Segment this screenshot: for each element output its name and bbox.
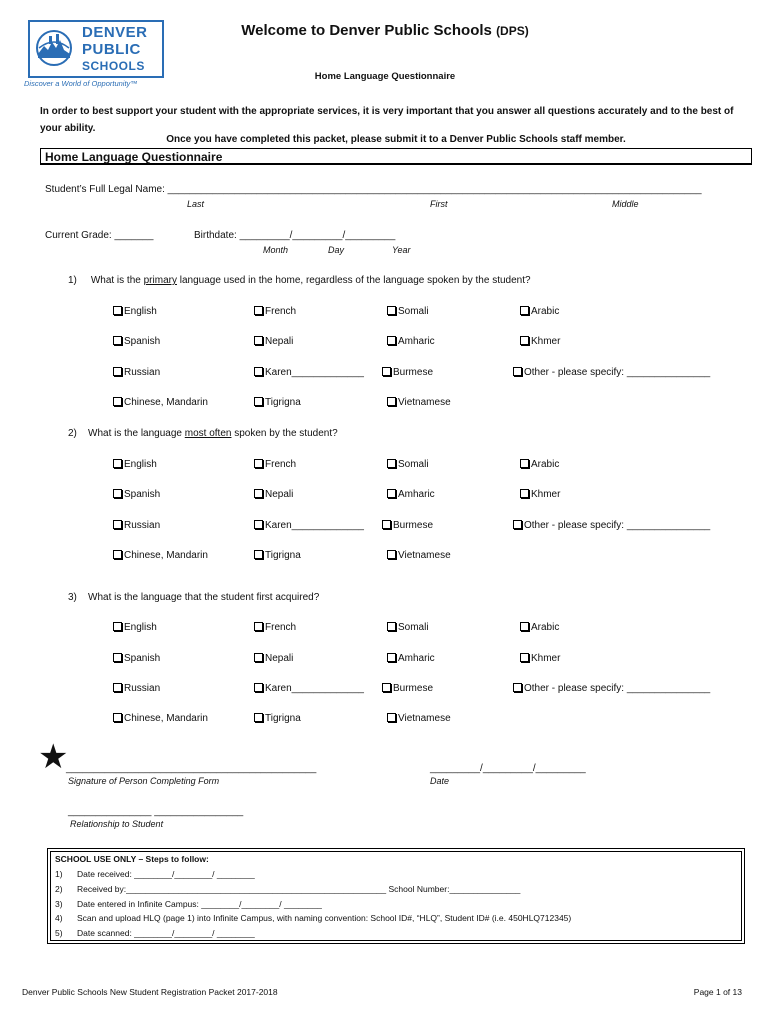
option-amharic[interactable]: Amharic xyxy=(387,489,435,500)
checkbox-icon[interactable] xyxy=(113,622,122,631)
option-french[interactable]: French xyxy=(254,459,296,470)
option-somali[interactable]: Somali xyxy=(387,459,429,470)
school-step-4: Scan and upload HLQ (page 1) into Infinite Campus, with naming convention: School ID#, “HLQ”, Student ID# (i.e. 450HLQ712345) xyxy=(77,913,572,923)
school-step-1[interactable]: Date received: ________/________/ ________ xyxy=(77,869,255,879)
signature-date-label: Date xyxy=(430,776,450,786)
option-nepali[interactable]: Nepali xyxy=(254,336,293,347)
option-russian[interactable]: Russian xyxy=(113,520,160,531)
question-text-post: spoken by the student? xyxy=(231,428,338,439)
school-use-box xyxy=(47,848,745,944)
option-spanish[interactable]: Spanish xyxy=(113,489,160,500)
signature-line[interactable]: _____________________________________________ xyxy=(66,763,317,774)
checkbox-icon[interactable] xyxy=(382,367,391,376)
signature-label: Signature of Person Completing Form xyxy=(68,776,220,786)
footer-left: Denver Public Schools New Student Registration Packet 2017-2018 xyxy=(22,987,278,997)
checkbox-icon[interactable] xyxy=(254,683,263,692)
checkbox-icon[interactable] xyxy=(113,550,122,559)
page-title xyxy=(0,22,770,39)
question-1 xyxy=(68,275,531,286)
logo-tagline: Discover a World of Opportunity™ xyxy=(24,79,138,88)
option-arabic[interactable]: Arabic xyxy=(520,306,559,317)
checkbox-icon[interactable] xyxy=(382,520,391,529)
option-other[interactable]: Other - please specify: _______________ xyxy=(513,683,710,694)
option-vietnamese[interactable]: Vietnamese xyxy=(387,397,451,408)
relationship-label: Relationship to Student xyxy=(70,819,164,829)
checkbox-icon[interactable] xyxy=(254,653,263,662)
checkbox-icon[interactable] xyxy=(520,306,529,315)
checkbox-icon[interactable] xyxy=(513,367,522,376)
checkbox-icon[interactable] xyxy=(254,489,263,498)
birthdate-field[interactable]: Birthdate: _________/_________/_________ xyxy=(194,230,396,241)
name-part-first: First xyxy=(430,199,448,209)
checkbox-icon[interactable] xyxy=(520,653,529,662)
birth-part-day: Day xyxy=(328,245,345,255)
checkbox-icon[interactable] xyxy=(254,622,263,631)
school-use-title: SCHOOL USE ONLY – Steps to follow: xyxy=(55,854,209,864)
school-step-3[interactable]: Date entered in Infinite Campus: ________/________/ ________ xyxy=(77,899,322,909)
option-other[interactable]: Other - please specify: _______________ xyxy=(513,520,710,531)
checkbox-icon[interactable] xyxy=(520,336,529,345)
checkbox-icon[interactable] xyxy=(387,459,396,468)
option-chinese-mandarin[interactable]: Chinese, Mandarin xyxy=(113,550,208,561)
option-tigrigna[interactable]: Tigrigna xyxy=(254,713,301,724)
logo-word-schools: SCHOOLS xyxy=(82,59,145,73)
option-somali[interactable]: Somali xyxy=(387,622,429,633)
school-step-num: 1) xyxy=(55,869,63,879)
page-number: Page 1 of 13 xyxy=(693,987,742,997)
question-number: 3) xyxy=(68,592,77,603)
option-spanish[interactable]: Spanish xyxy=(113,653,160,664)
option-tigrigna[interactable]: Tigrigna xyxy=(254,397,301,408)
checkbox-icon[interactable] xyxy=(113,713,122,722)
option-other[interactable]: Other - please specify: _______________ xyxy=(513,367,710,378)
option-chinese-mandarin[interactable]: Chinese, Mandarin xyxy=(113,397,208,408)
checkbox-icon[interactable] xyxy=(113,459,122,468)
option-english[interactable]: English xyxy=(113,306,157,317)
question-number: 2) xyxy=(68,428,77,439)
question-3 xyxy=(68,592,319,603)
checkbox-icon[interactable] xyxy=(254,306,263,315)
option-somali[interactable]: Somali xyxy=(387,306,429,317)
question-emphasis: primary xyxy=(143,275,177,286)
checkbox-icon[interactable] xyxy=(254,336,263,345)
school-step-num: 2) xyxy=(55,884,63,894)
option-vietnamese[interactable]: Vietnamese xyxy=(387,550,451,561)
checkbox-icon[interactable] xyxy=(387,713,396,722)
option-nepali[interactable]: Nepali xyxy=(254,489,293,500)
school-step-num: 5) xyxy=(55,928,63,938)
school-step-2[interactable]: Received by:_______________________________________________________ School Number:_______________ xyxy=(77,884,521,894)
option-english[interactable]: English xyxy=(113,459,157,470)
checkbox-icon[interactable] xyxy=(387,653,396,662)
checkbox-icon[interactable] xyxy=(254,367,263,376)
current-grade-field[interactable]: Current Grade: _______ xyxy=(45,230,154,241)
question-text-pre: What is the language xyxy=(88,428,185,439)
question-text-pre: What is the language that the student first acquired? xyxy=(88,592,320,603)
student-name-field[interactable]: Student’s Full Legal Name: ________________________________________________________________________________________________ xyxy=(45,184,702,195)
option-arabic[interactable]: Arabic xyxy=(520,459,559,470)
title-text: Welcome to Denver Public Schools xyxy=(241,22,492,39)
option-khmer[interactable]: Khmer xyxy=(520,336,560,347)
intro-paragraph: In order to best support your student with the appropriate services, it is very important that you answer all questions accurately and to the best of your ability. xyxy=(40,106,734,134)
relationship-line[interactable]: _______________ ________________ xyxy=(68,806,244,817)
name-part-last: Last xyxy=(187,199,205,209)
logo-word-public: PUBLIC xyxy=(82,41,141,58)
section-header: Home Language Questionnaire xyxy=(40,148,752,165)
option-karen[interactable]: Karen_____________ xyxy=(254,520,364,531)
logo-word-denver: DENVER xyxy=(82,24,148,41)
checkbox-icon[interactable] xyxy=(254,459,263,468)
signature-date-line[interactable]: _________/_________/_________ xyxy=(430,763,586,774)
option-tigrigna[interactable]: Tigrigna xyxy=(254,550,301,561)
option-khmer[interactable]: Khmer xyxy=(520,489,560,500)
star-icon: ★ xyxy=(38,738,69,776)
option-spanish[interactable]: Spanish xyxy=(113,336,160,347)
checkbox-icon[interactable] xyxy=(520,489,529,498)
checkbox-icon[interactable] xyxy=(387,306,396,315)
question-2 xyxy=(68,428,338,439)
checkbox-icon[interactable] xyxy=(387,622,396,631)
checkbox-icon[interactable] xyxy=(520,459,529,468)
page-subtitle: Home Language Questionnaire xyxy=(314,71,456,82)
school-step-num: 4) xyxy=(55,913,63,923)
option-amharic[interactable]: Amharic xyxy=(387,336,435,347)
checkbox-icon[interactable] xyxy=(513,520,522,529)
option-russian[interactable]: Russian xyxy=(113,683,160,694)
option-karen[interactable]: Karen_____________ xyxy=(254,683,364,694)
birth-part-month: Month xyxy=(263,245,289,255)
checkbox-icon[interactable] xyxy=(254,397,263,406)
birth-part-year: Year xyxy=(392,245,411,255)
checkbox-icon[interactable] xyxy=(113,397,122,406)
checkbox-icon[interactable] xyxy=(387,550,396,559)
option-french[interactable]: French xyxy=(254,622,296,633)
checkbox-icon[interactable] xyxy=(113,683,122,692)
title-suffix: (DPS) xyxy=(496,24,529,38)
option-french[interactable]: French xyxy=(254,306,296,317)
checkbox-icon[interactable] xyxy=(254,713,263,722)
checkbox-icon[interactable] xyxy=(113,653,122,662)
intro-submit-note: Once you have completed this packet, please submit it to a Denver Public Schools staff member. xyxy=(166,134,626,145)
checkbox-icon[interactable] xyxy=(387,336,396,345)
option-amharic[interactable]: Amharic xyxy=(387,653,435,664)
option-chinese-mandarin[interactable]: Chinese, Mandarin xyxy=(113,713,208,724)
checkbox-icon[interactable] xyxy=(520,622,529,631)
name-part-middle: Middle xyxy=(612,199,639,209)
checkbox-icon[interactable] xyxy=(113,306,122,315)
checkbox-icon[interactable] xyxy=(513,683,522,692)
checkbox-icon[interactable] xyxy=(382,683,391,692)
checkbox-icon[interactable] xyxy=(387,397,396,406)
checkbox-icon[interactable] xyxy=(113,367,122,376)
school-step-num: 3) xyxy=(55,899,63,909)
checkbox-icon[interactable] xyxy=(113,336,122,345)
question-emphasis: most often xyxy=(184,428,232,439)
checkbox-icon[interactable] xyxy=(387,489,396,498)
checkbox-icon[interactable] xyxy=(254,520,263,529)
option-khmer[interactable]: Khmer xyxy=(520,653,560,664)
option-burmese[interactable]: Burmese xyxy=(382,520,433,531)
checkbox-icon[interactable] xyxy=(254,550,263,559)
school-step-5[interactable]: Date scanned: ________/________/ ________ xyxy=(77,928,255,938)
option-russian[interactable]: Russian xyxy=(113,367,160,378)
option-burmese[interactable]: Burmese xyxy=(382,683,433,694)
question-number: 1) xyxy=(68,275,77,286)
option-nepali[interactable]: Nepali xyxy=(254,653,293,664)
option-english[interactable]: English xyxy=(113,622,157,633)
option-karen[interactable]: Karen_____________ xyxy=(254,367,364,378)
option-vietnamese[interactable]: Vietnamese xyxy=(387,713,451,724)
question-text-post: language used in the home, regardless of the language spoken by the student? xyxy=(176,275,531,286)
checkbox-icon[interactable] xyxy=(113,489,122,498)
option-arabic[interactable]: Arabic xyxy=(520,622,559,633)
question-text-pre: What is the xyxy=(90,275,144,286)
option-burmese[interactable]: Burmese xyxy=(382,367,433,378)
checkbox-icon[interactable] xyxy=(113,520,122,529)
